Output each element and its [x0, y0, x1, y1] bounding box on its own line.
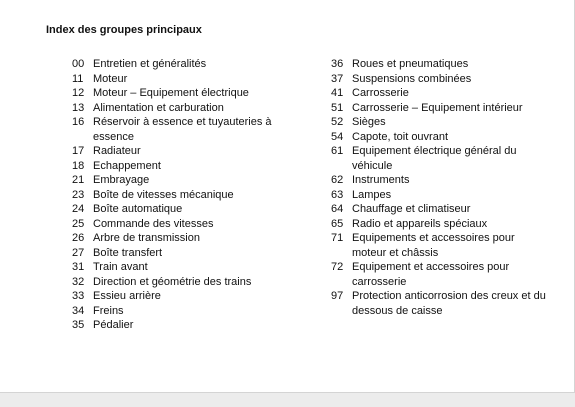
group-number: 63: [331, 188, 344, 201]
group-label: Moteur – Equipement électrique: [93, 87, 249, 99]
group-label: Sièges: [352, 116, 386, 128]
index-entry: [331, 217, 551, 232]
group-label: Train avant: [93, 261, 148, 273]
group-number: 21: [72, 174, 85, 186]
group-label: Entretien et généralités: [93, 58, 207, 70]
group-label: Direction et géométrie des trains: [93, 275, 252, 288]
group-label: Boîte de vitesses mécanique: [93, 188, 234, 201]
group-label: Radiateur: [93, 145, 141, 157]
index-entry: [331, 86, 551, 101]
group-label: Embrayage: [93, 174, 150, 186]
group-number: 24: [72, 203, 85, 215]
index-entry: [72, 231, 298, 246]
group-number: 32: [72, 275, 85, 288]
index-entry: [72, 246, 298, 261]
group-number: 26: [72, 232, 85, 244]
group-number: 13: [72, 101, 85, 114]
index-entry: [72, 144, 298, 159]
group-label: Pédalier: [93, 319, 134, 331]
group-label: Suspensions combinées: [352, 72, 472, 85]
index-entry: [72, 289, 298, 304]
index-entry: [72, 304, 298, 319]
index-entry: [72, 188, 298, 203]
group-label: Radio et appareils spéciaux: [352, 217, 488, 230]
index-entry: [331, 188, 551, 203]
index-entry: [72, 57, 298, 72]
page-title: Index des groupes principaux: [46, 24, 202, 36]
index-entry: [72, 275, 298, 290]
group-label: Commande des vitesses: [93, 217, 214, 230]
group-number: 61: [331, 145, 344, 157]
index-entry: [331, 202, 551, 217]
index-entry: [72, 101, 298, 116]
group-number: 37: [331, 72, 344, 85]
group-number: 11: [72, 72, 84, 85]
group-label: Carrosserie – Equipement intérieur: [352, 101, 523, 114]
index-entry: [72, 115, 298, 144]
index-entry: [72, 72, 298, 87]
group-label: Arbre de transmission: [93, 232, 200, 244]
group-number: 27: [72, 246, 85, 259]
group-label: Carrosserie: [352, 87, 409, 99]
group-number: 00: [72, 58, 85, 70]
index-entry: [72, 217, 298, 232]
group-index-right-column: [331, 57, 551, 318]
group-label: Réservoir à essence et tuyauteries à essence: [93, 116, 272, 143]
group-number: 33: [72, 290, 85, 302]
group-number: 52: [331, 116, 344, 128]
index-entry: [331, 144, 551, 173]
index-entry: [331, 260, 551, 289]
group-label: Chauffage et climatiseur: [352, 203, 471, 215]
index-entry: [331, 289, 551, 318]
group-label: Roues et pneumatiques: [352, 58, 469, 70]
index-entry: [331, 57, 551, 72]
group-label: Echappement: [93, 159, 161, 172]
group-label: Capote, toit ouvrant: [352, 130, 449, 143]
group-label: Freins: [93, 304, 124, 317]
index-entry: [72, 318, 298, 333]
group-number: 97: [331, 290, 344, 302]
group-label: Lampes: [352, 188, 392, 201]
group-label: Instruments: [352, 174, 410, 186]
group-number: 54: [331, 130, 344, 143]
group-label: Equipement et accessoires pour carrosserie: [352, 261, 510, 288]
index-entry: [72, 202, 298, 217]
index-entry: [72, 260, 298, 275]
group-number: 31: [72, 261, 85, 273]
index-entry: [331, 72, 551, 87]
group-number: 71: [331, 232, 344, 244]
group-number: 16: [72, 116, 85, 128]
index-entry: [331, 101, 551, 116]
group-number: 65: [331, 217, 344, 230]
group-index-left-column: [72, 57, 298, 333]
group-number: 72: [331, 261, 344, 273]
index-entry: [331, 231, 551, 260]
index-entry: [72, 173, 298, 188]
group-label: Moteur: [93, 72, 128, 85]
group-number: 64: [331, 203, 344, 215]
index-entry: [72, 159, 298, 174]
group-label: Essieu arrière: [93, 290, 161, 302]
group-number: 23: [72, 188, 85, 201]
group-number: 18: [72, 159, 85, 172]
group-number: 17: [72, 145, 85, 157]
group-label: Alimentation et carburation: [93, 101, 224, 114]
group-number: 51: [331, 101, 344, 114]
group-number: 12: [72, 87, 85, 99]
group-label: Boîte transfert: [93, 246, 163, 259]
group-number: 62: [331, 174, 344, 186]
index-entry: [331, 130, 551, 145]
group-number: 36: [331, 58, 344, 70]
index-entry: [331, 173, 551, 188]
group-number: 35: [72, 319, 85, 331]
index-entry: [331, 115, 551, 130]
group-label: Equipement électrique général du véhicule: [352, 145, 517, 172]
group-number: 25: [72, 217, 85, 230]
group-label: Equipements et accessoires pour moteur et châssis: [352, 232, 515, 259]
group-label: Protection anticorrosion des creux et du dessous de caisse: [352, 290, 546, 317]
group-label: Boîte automatique: [93, 203, 183, 215]
group-number: 41: [331, 87, 344, 99]
index-entry: [72, 86, 298, 101]
group-number: 34: [72, 304, 85, 317]
